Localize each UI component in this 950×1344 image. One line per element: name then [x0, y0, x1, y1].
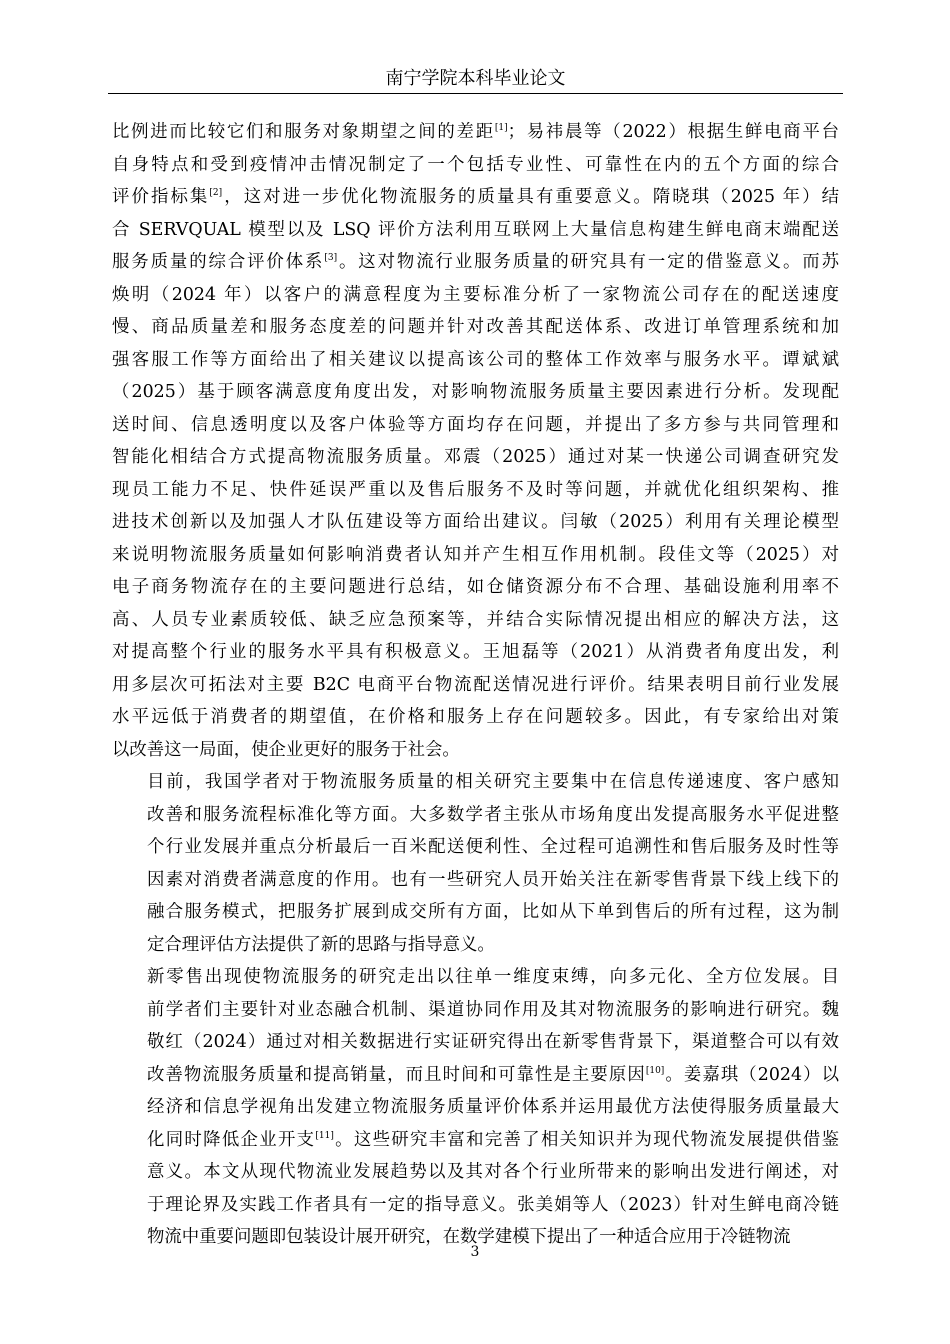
citation-marker: [2] — [209, 188, 223, 198]
text-line — [112, 311, 839, 344]
text-run: 比例进而比较它们和服务对象期望之间的差距 — [112, 122, 495, 142]
text-run: 评价指标集 — [112, 187, 210, 207]
paragraph — [112, 766, 839, 961]
text-run: 因素对消费者满意度的作用。也有一些研究人员开始关注在新零售背景下线上线下的 — [147, 869, 839, 890]
text-line — [112, 636, 839, 669]
text-line — [112, 1026, 839, 1059]
text-line — [112, 896, 839, 929]
text-line — [112, 961, 839, 994]
text-line — [112, 1059, 839, 1092]
text-run: （2025）基于顾客满意度角度出发，对影响物流服务质量主要因素进行分析。发现配 — [112, 382, 839, 402]
text-run: 定合理评估方法提供了新的思路与指导意义。 — [147, 934, 495, 955]
text-line — [112, 1124, 839, 1157]
text-line — [112, 929, 839, 962]
text-line — [112, 766, 839, 799]
text-run: 现员工能力不足、快件延误严重以及售后服务不及时等问题，并就优化组织架构、推 — [112, 479, 839, 500]
text-line — [112, 214, 839, 247]
text-run: 用多层次可拓法对主要 B2C 电商平台物流配送情况进行评价。结果表明目前行业发展 — [112, 674, 839, 695]
text-line — [112, 831, 839, 864]
text-line — [112, 344, 839, 377]
text-run: 合 SERVQUAL 模型以及 LSQ 评价方法利用互联网上大量信息构建生鲜电商末端配送 — [112, 219, 839, 240]
text-run: 送时间、信息透明度以及客户体验等方面均存在问题，并提出了多方参与共同管理和 — [112, 414, 839, 435]
page-header-title: 南宁学院本科毕业论文 — [385, 68, 566, 89]
text-run: 智能化相结合方式提高物流服务质量。邓震（2025）通过对某一快递公司调查研究发 — [112, 447, 839, 467]
citation-marker: [3] — [324, 253, 338, 263]
text-line — [112, 669, 839, 702]
text-run: 个行业发展并重点分析最后一百米配送便利性、全过程可追溯性和售后服务及时性等 — [147, 837, 839, 857]
text-run: ；易祎晨等（2022）根据生鲜电商平台 — [507, 122, 839, 142]
text-run: 水平远低于消费者的期望值，在价格和服务上存在问题较多。因此，有专家给出对策 — [112, 707, 839, 727]
text-line — [112, 376, 839, 409]
text-run: 以改善这一局面，使企业更好的服务于社会。 — [112, 739, 460, 760]
text-line — [112, 864, 839, 897]
paragraph — [112, 116, 839, 766]
citation-marker: [1] — [494, 123, 508, 133]
citation-marker: [10] — [645, 1065, 665, 1076]
text-line — [112, 181, 839, 214]
text-line — [112, 409, 839, 442]
text-line — [112, 474, 839, 507]
text-run: 。这对物流行业服务质量的研究具有一定的借鉴意义。而苏 — [337, 252, 839, 272]
text-line — [112, 246, 839, 279]
header-rule — [108, 93, 843, 94]
text-line — [112, 539, 839, 572]
text-line — [112, 571, 839, 604]
text-run: 改善和服务流程标准化等方面。大多数学者主张从市场角度出发提高服务水平促进整 — [147, 804, 839, 825]
text-run: 来说明物流服务质量如何影响消费者认知并产生相互作用机制。段佳文等（2025）对 — [112, 544, 839, 565]
text-line — [112, 1189, 839, 1222]
text-line — [112, 506, 839, 539]
text-run: 电子商务物流存在的主要问题进行总结，如仓储资源分布不合理、基础设施利用率不 — [112, 577, 839, 597]
text-run: 新零售出现使物流服务的研究走出以往单一维度束缚，向多元化、全方位发展。目 — [147, 967, 839, 987]
text-line — [112, 994, 839, 1027]
citation-marker: [11] — [315, 1130, 334, 1141]
text-line — [112, 149, 839, 182]
page-number: 3 — [470, 1244, 480, 1260]
text-run: 。姜嘉琪（2024）以 — [664, 1064, 839, 1085]
text-run: 进技术创新以及加强人才队伍建设等方面给出建议。闫敏（2025）利用有关理论模型 — [112, 512, 839, 532]
text-run: 慢、商品质量差和服务态度差的问题并针对改善其配送体系、改进订单管理系统和加 — [112, 317, 839, 337]
text-line — [112, 279, 839, 312]
text-run: 改善物流服务质量和提高销量，而且时间和可靠性是主要原因 — [147, 1064, 646, 1085]
text-run: 自身特点和受到疫情冲击情况制定了一个包括专业性、可靠性在内的五个方面的综合 — [112, 154, 839, 175]
text-run: 经济和信息学视角出发建立物流服务质量评价体系并运用最优方法使得服务质量最大 — [147, 1097, 839, 1117]
text-line — [112, 441, 839, 474]
text-line — [112, 799, 839, 832]
text-run: 物流中重要问题即包装设计展开研究，在数学建模下提出了一种适合应用于冷链物流 — [147, 1227, 791, 1247]
text-line — [112, 701, 839, 734]
body-text — [112, 116, 839, 1254]
text-line — [112, 1156, 839, 1189]
text-run: 强客服工作等方面给出了相关建议以提高该公司的整体工作效率与服务水平。谭斌斌 — [112, 349, 839, 370]
text-run: 意义。本文从现代物流业发展趋势以及其对各个行业所带来的影响出发进行阐述，对 — [147, 1162, 839, 1182]
text-run: 服务质量的综合评价体系 — [112, 252, 325, 272]
paragraph — [112, 961, 839, 1254]
text-run: 。这些研究丰富和完善了相关知识并为现代物流发展提供借鉴 — [333, 1129, 839, 1150]
text-run: 高、人员专业素质较低、缺乏应急预案等，并结合实际情况提出相应的解决方法，这 — [112, 609, 839, 630]
text-run: 化同时降低企业开支 — [147, 1129, 316, 1150]
text-run: 于理论界及实践工作者具有一定的指导意义。张美娟等人（2023）针对生鲜电商冷链 — [147, 1194, 839, 1215]
text-run: 前学者们主要针对业态融合机制、渠道协同作用及其对物流服务的影响进行研究。魏 — [147, 999, 839, 1020]
text-run: ，这对进一步优化物流服务的质量具有重要意义。隋晓琪（2025 年）结 — [222, 187, 839, 207]
text-line — [112, 734, 839, 767]
text-line — [112, 604, 839, 637]
text-run: 融合服务模式，把服务扩展到成交所有方面，比如从下单到售后的所有过程，这为制 — [147, 902, 839, 922]
text-run: 焕明（2024 年）以客户的满意程度为主要标准分析了一家物流公司存在的配送速度 — [112, 284, 839, 305]
text-run: 敬红（2024）通过对相关数据进行实证研究得出在新零售背景下，渠道整合可以有效 — [147, 1032, 839, 1052]
text-line — [112, 116, 839, 149]
text-run: 对提高整个行业的服务水平具有积极意义。王旭磊等（2021）从消费者角度出发，利 — [112, 642, 839, 662]
text-run: 目前，我国学者对于物流服务质量的相关研究主要集中在信息传递速度、客户感知 — [147, 772, 839, 792]
text-line — [112, 1091, 839, 1124]
